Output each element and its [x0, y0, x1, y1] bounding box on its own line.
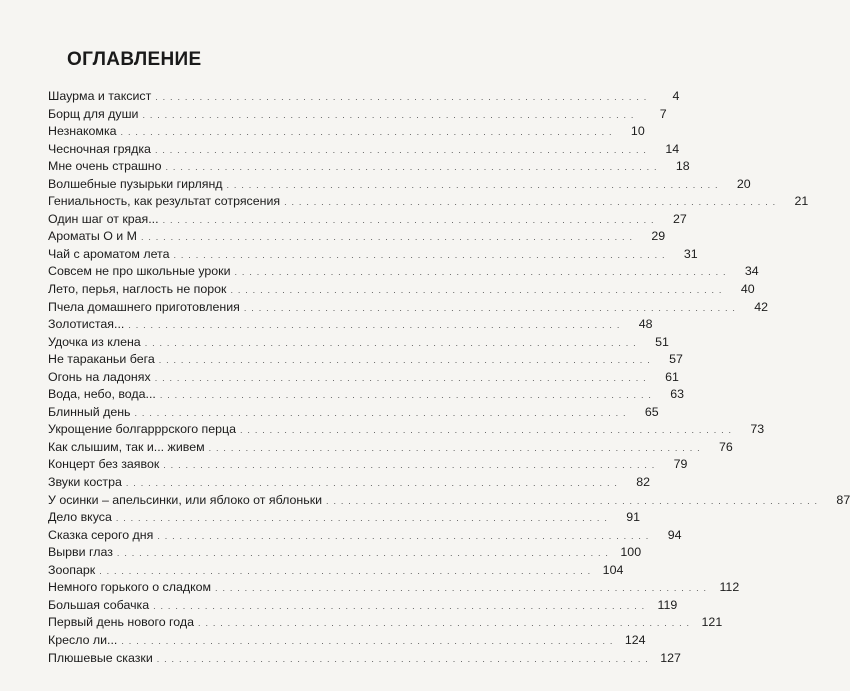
toc-page-number: 14: [665, 141, 680, 156]
toc-dot-leader: . . . . . . . . . . . . . . . . . . . . . . . . . . . . . . . . . . . . . . . . . . . . . . . . . . . . . . . . . . . . . . . . . . .: [157, 530, 650, 541]
toc-entry-title: Блинный день: [48, 404, 131, 419]
toc-entry-title: Гениальность, как результат сотрясения: [48, 194, 281, 209]
toc-entry: [48, 141, 680, 159]
toc-page-number: 79: [673, 457, 688, 472]
toc-dot-leader: . . . . . . . . . . . . . . . . . . . . . . . . . . . . . . . . . . . . . . . . . . . . . . . . . . . . . . . . . . . . . . . . . . .: [155, 92, 648, 102]
toc-entry: [48, 456, 688, 474]
toc-entry: [48, 632, 646, 650]
toc-dot-leader: . . . . . . . . . . . . . . . . . . . . . . . . . . . . . . . . . . . . . . . . . . . . . . . . . . . . . . . . . . . . . . . . . . .: [163, 460, 656, 471]
toc-entry-title: Совсем не про школьные уроки: [48, 264, 231, 279]
toc-page-number: 94: [667, 527, 682, 542]
toc-heading: ОГЛАВЛЕНИЕ: [67, 49, 202, 70]
toc-entry: [48, 492, 850, 510]
toc-entry: [48, 597, 678, 615]
toc-dot-leader: . . . . . . . . . . . . . . . . . . . . . . . . . . . . . . . . . . . . . . . . . . . . . . . . . . . . . . . . . . . . . . . . . . .: [215, 583, 708, 594]
toc-page-number: 51: [655, 334, 669, 349]
toc-entry: [48, 299, 769, 317]
toc-dot-leader: . . . . . . . . . . . . . . . . . . . . . . . . . . . . . . . . . . . . . . . . . . . . . . . . . . . . . . . . . . . . . . . . . . .: [165, 162, 658, 173]
toc-entry: [48, 562, 624, 580]
toc-page-number: 124: [624, 632, 646, 647]
toc-page-number: 73: [750, 422, 765, 437]
toc-entry-title: Концерт без заявок: [48, 457, 160, 472]
toc-list: [48, 88, 850, 667]
toc-dot-leader: . . . . . . . . . . . . . . . . . . . . . . . . . . . . . . . . . . . . . . . . . . . . . . . . . . . . . . . . . . . . . . . . . . .: [173, 249, 666, 260]
toc-page-number: 121: [701, 615, 723, 630]
toc-entry-title: Чесночная грядка: [48, 141, 151, 156]
toc-entry-title: Удочка из клена: [48, 334, 141, 349]
toc-page-number: 42: [754, 299, 769, 314]
toc-page-number: 48: [638, 317, 653, 332]
toc-entry-title: Дело вкуса: [48, 510, 112, 525]
toc-page-number: 34: [744, 264, 759, 279]
toc-entry-title: Укрощение болгарррского перца: [48, 422, 237, 437]
toc-entry: [48, 263, 759, 281]
toc-dot-leader: . . . . . . . . . . . . . . . . . . . . . . . . . . . . . . . . . . . . . . . . . . . . . . . . . . . . . . . . . . . . . . . . . . .: [226, 179, 719, 190]
toc-page-number: 57: [669, 352, 683, 367]
toc-entry: [48, 650, 681, 668]
toc-entry-title: Лето, перья, наглость не порок: [48, 282, 227, 297]
toc-page-number: 21: [794, 194, 809, 209]
toc-dot-leader: . . . . . . . . . . . . . . . . . . . . . . . . . . . . . . . . . . . . . . . . . . . . . . . . . . . . . . . . . . . . . . . . . . .: [230, 285, 723, 296]
toc-entry: [48, 351, 683, 369]
toc-dot-leader: . . . . . . . . . . . . . . . . . . . . . . . . . . . . . . . . . . . . . . . . . . . . . . . . . . . . . . . . . . . . . . . . . . .: [120, 127, 613, 138]
toc-page-number: 7: [659, 106, 667, 121]
toc-entry: [48, 579, 740, 597]
toc-dot-leader: . . . . . . . . . . . . . . . . . . . . . . . . . . . . . . . . . . . . . . . . . . . . . . . . . . . . . . . . . . . . . . . . . . .: [198, 618, 691, 629]
toc-entry-title: Кресло ли...: [48, 632, 118, 647]
toc-entry-title: Вырви глаз: [48, 545, 113, 560]
toc-dot-leader: . . . . . . . . . . . . . . . . . . . . . . . . . . . . . . . . . . . . . . . . . . . . . . . . . . . . . . . . . . . . . . . . . . .: [125, 478, 619, 489]
toc-entry-title: Вода, небо, вода...: [48, 387, 156, 402]
toc-entry: [48, 246, 698, 264]
toc-dot-leader: . . . . . . . . . . . . . . . . . . . . . . . . . . . . . . . . . . . . . . . . . . . . . . . . . . . . . . . . . . . . . . . . . . .: [159, 390, 653, 401]
toc-entry: [48, 614, 723, 632]
toc-entry-title: Один шаг от края...: [48, 211, 159, 226]
toc-dot-leader: . . . . . . . . . . . . . . . . . . . . . . . . . . . . . . . . . . . . . . . . . . . . . . . . . . . . . . . . . . . . . . . . . . .: [134, 407, 627, 418]
toc-dot-leader: . . . . . . . . . . . . . . . . . . . . . . . . . . . . . . . . . . . . . . . . . . . . . . . . . . . . . . . . . . . . . . . . . . .: [284, 197, 777, 208]
toc-entry-title: Как слышим, так и... живем: [48, 439, 205, 454]
toc-dot-leader: . . . . . . . . . . . . . . . . . . . . . . . . . . . . . . . . . . . . . . . . . . . . . . . . . . . . . . . . . . . . . . . . . . .: [115, 513, 609, 524]
toc-entry-title: Борщ для души: [48, 106, 139, 121]
toc-entry: [48, 316, 653, 334]
toc-entry: [48, 334, 669, 352]
toc-dot-leader: . . . . . . . . . . . . . . . . . . . . . . . . . . . . . . . . . . . . . . . . . . . . . . . . . . . . . . . . . . . . . . . . . . .: [140, 232, 634, 243]
toc-page-number: 27: [672, 211, 687, 226]
toc-entry: [48, 123, 645, 141]
toc-entry: [48, 527, 682, 545]
toc-page-number: 100: [620, 545, 642, 560]
toc-dot-leader: . . . . . . . . . . . . . . . . . . . . . . . . . . . . . . . . . . . . . . . . . . . . . . . . . . . . . . . . . . . . . . . . . . .: [154, 372, 647, 383]
toc-entry: [48, 369, 679, 387]
toc-dot-leader: . . . . . . . . . . . . . . . . . . . . . . . . . . . . . . . . . . . . . . . . . . . . . . . . . . . . . . . . . . . . . . . . . . .: [234, 267, 727, 278]
toc-page-number: 61: [665, 369, 679, 384]
toc-page-number: 4: [672, 89, 680, 103]
toc-page-number: 20: [736, 176, 751, 191]
toc-entry-title: У осинки – апельсинки, или яблоко от яблоньки: [48, 492, 323, 507]
toc-page-number: 31: [683, 246, 698, 261]
toc-entry-title: Зоопарк: [48, 562, 96, 577]
toc-entry: [48, 106, 667, 124]
toc-page-number: 91: [626, 510, 641, 525]
toc-entry-title: Волшебные пузырьки гирлянд: [48, 176, 223, 191]
toc-page-number: 76: [719, 439, 733, 454]
toc-dot-leader: . . . . . . . . . . . . . . . . . . . . . . . . . . . . . . . . . . . . . . . . . . . . . . . . . . . . . . . . . . . . . . . . . . .: [154, 144, 648, 155]
toc-page-number: 127: [660, 650, 681, 665]
toc-entry-title: Огонь на ладонях: [48, 369, 151, 384]
toc-entry: [48, 88, 680, 106]
toc-entry: [48, 193, 809, 211]
toc-entry-title: Чай с ароматом лета: [48, 246, 170, 261]
toc-dot-leader: . . . . . . . . . . . . . . . . . . . . . . . . . . . . . . . . . . . . . . . . . . . . . . . . . . . . . . . . . . . . . . . . . . .: [158, 355, 651, 366]
toc-page-number: 119: [657, 597, 678, 612]
toc-entry: [48, 176, 751, 194]
toc-page-number: 63: [670, 387, 685, 402]
toc-page-number: 82: [636, 475, 651, 490]
toc-dot-leader: . . . . . . . . . . . . . . . . . . . . . . . . . . . . . . . . . . . . . . . . . . . . . . . . . . . . . . . . . . . . . . . . . . .: [121, 635, 614, 646]
toc-dot-leader: . . . . . . . . . . . . . . . . . . . . . . . . . . . . . . . . . . . . . . . . . . . . . . . . . . . . . . . . . . . . . . . . . . .: [99, 565, 592, 576]
toc-page-number: 10: [630, 124, 645, 139]
toc-dot-leader: . . . . . . . . . . . . . . . . . . . . . . . . . . . . . . . . . . . . . . . . . . . . . . . . . . . . . . . . . . . . . . . . . . .: [144, 337, 637, 348]
toc-entry: [48, 404, 659, 422]
toc-dot-leader: . . . . . . . . . . . . . . . . . . . . . . . . . . . . . . . . . . . . . . . . . . . . . . . . . . . . . . . . . . . . . . . . . . .: [162, 214, 655, 225]
toc-entry: [48, 211, 687, 229]
toc-page-number: 104: [602, 562, 624, 577]
toc-dot-leader: . . . . . . . . . . . . . . . . . . . . . . . . . . . . . . . . . . . . . . . . . . . . . . . . . . . . . . . . . . . . . . . . . . .: [208, 442, 701, 453]
toc-entry-title: Немного горького о сладком: [48, 580, 212, 595]
toc-dot-leader: . . . . . . . . . . . . . . . . . . . . . . . . . . . . . . . . . . . . . . . . . . . . . . . . . . . . . . . . . . . . . . . . . . .: [128, 320, 621, 331]
toc-entry-title: Большая собачка: [48, 597, 150, 612]
toc-entry-title: Звуки костра: [48, 475, 122, 490]
toc-entry-title: Первый день нового года: [48, 615, 195, 630]
toc-dot-leader: . . . . . . . . . . . . . . . . . . . . . . . . . . . . . . . . . . . . . . . . . . . . . . . . . . . . . . . . . . . . . . . . . . .: [156, 653, 649, 664]
toc-dot-leader: . . . . . . . . . . . . . . . . . . . . . . . . . . . . . . . . . . . . . . . . . . . . . . . . . . . . . . . . . . . . . . . . . . .: [326, 495, 819, 506]
toc-dot-leader: . . . . . . . . . . . . . . . . . . . . . . . . . . . . . . . . . . . . . . . . . . . . . . . . . . . . . . . . . . . . . . . . . . .: [153, 600, 646, 611]
toc-page-number: 18: [675, 159, 690, 174]
toc-dot-leader: . . . . . . . . . . . . . . . . . . . . . . . . . . . . . . . . . . . . . . . . . . . . . . . . . . . . . . . . . . . . . . . . . . .: [240, 425, 733, 436]
toc-entry-title: Незнакомка: [48, 124, 117, 139]
toc-entry-title: Плюшевые сказки: [48, 650, 153, 665]
toc-page-number: 65: [644, 404, 659, 419]
toc-entry-title: Сказка серого дня: [48, 527, 154, 542]
toc-entry: [48, 281, 755, 299]
toc-entry-title: Ароматы О и М: [48, 229, 137, 244]
toc-entry: [48, 509, 641, 527]
toc-dot-leader: . . . . . . . . . . . . . . . . . . . . . . . . . . . . . . . . . . . . . . . . . . . . . . . . . . . . . . . . . . . . . . . . . . .: [142, 109, 635, 120]
toc-entry: [48, 544, 642, 562]
toc-entry-title: Не тараканьи бега: [48, 352, 155, 367]
toc-entry: [48, 386, 685, 404]
toc-entry-title: Пчела домашнего приготовления: [48, 299, 240, 314]
toc-entry: [48, 158, 690, 176]
toc-page-number: 40: [740, 282, 755, 297]
toc-page-number: 29: [651, 229, 666, 244]
toc-entry: [48, 439, 733, 457]
toc-dot-leader: . . . . . . . . . . . . . . . . . . . . . . . . . . . . . . . . . . . . . . . . . . . . . . . . . . . . . . . . . . . . . . . . . . .: [243, 302, 737, 313]
toc-dot-leader: . . . . . . . . . . . . . . . . . . . . . . . . . . . . . . . . . . . . . . . . . . . . . . . . . . . . . . . . . . . . . . . . . . .: [116, 548, 610, 559]
toc-entry: [48, 228, 666, 246]
toc-entry: [48, 474, 651, 492]
toc-page-number: 87: [836, 492, 850, 507]
toc-entry-title: Золотистая...: [48, 317, 125, 332]
toc-page-number: 112: [719, 580, 740, 595]
toc-entry-title: Шаурма и таксист: [48, 89, 152, 103]
toc-entry: [48, 421, 765, 439]
toc-entry-title: Мне очень страшно: [48, 159, 162, 174]
